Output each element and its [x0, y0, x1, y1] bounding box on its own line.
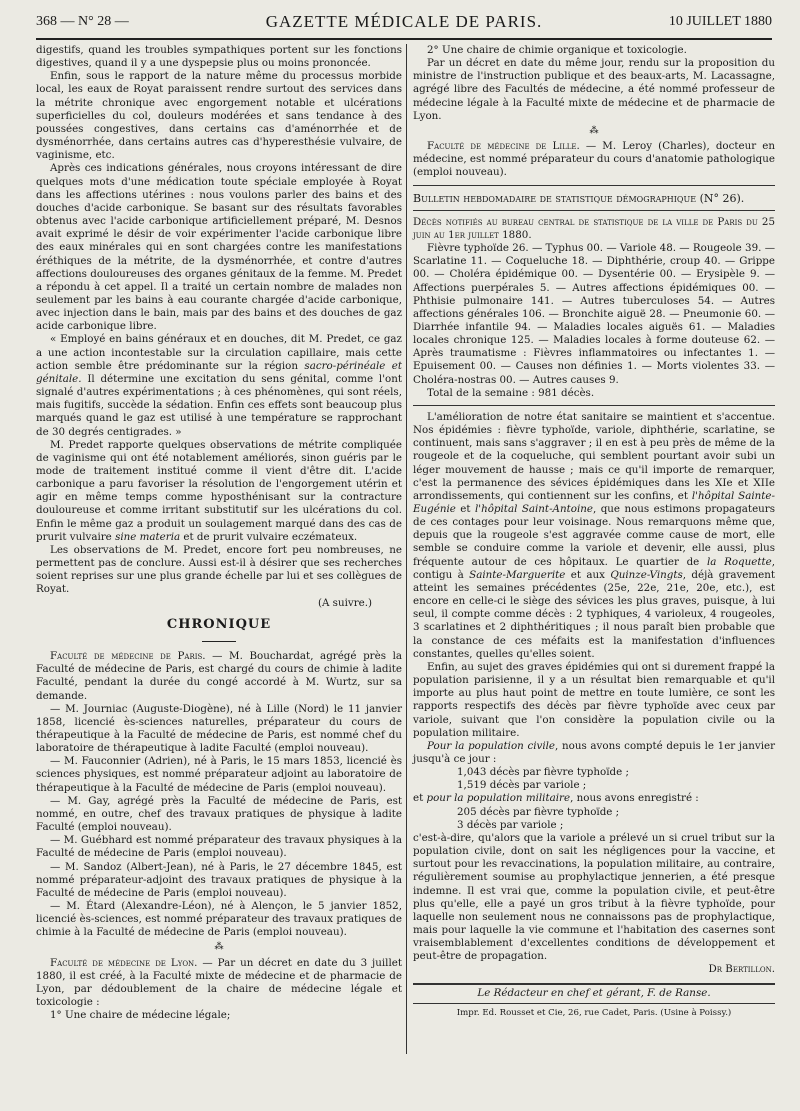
italic-text: la Roquette	[706, 555, 772, 568]
paragraph: c'est-à-dire, qu'alors que la variole a prélevé un si cruel tribut sur la population civile, dont on sait les négligences pour la vaccine, et surtout pour les revaccinations, la population militaire, au contraire, régulièrement soumise au prophylactique jennerien, a été presque indemne. Il est vrai que, comme la population civile, et peut-être plus qu'elle, elle a payé un gros tribut à la fièvre typhoïde, pour laquelle non seulement nous ne connaissons pas de prophylactique, mais pour laquelle la vie commune et l'habitation des casernes sont vraisemblablement d'excellentes conditions de développement et peut-être de propagation.	[413, 831, 775, 963]
italic-text: Quinze-Vingts	[610, 568, 683, 581]
issue-date: 10 JUILLET 1880	[668, 14, 772, 29]
printer-line: Impr. Ed. Rousset et Cie, 26, rue Cadet, Paris. (Usine à Poissy.)	[456, 1007, 732, 1018]
column-divider	[406, 44, 407, 1054]
paragraph: digestifs, quand les troubles sympathiques portent sur les fonctions digestives, quand il y a une dyspepsie plus ou moins prononcée.	[36, 44, 402, 70]
text: et de prurit vulvaire eczémateux.	[180, 530, 358, 543]
text: L'amélioration de notre état sanitaire se maintient et s'accentue. Nos épidémies : fièvre typhoïde, variole, diphthérie, scarlatine, se continuent, mais sans s'aggraver ; il en est à peu près de même de la rougeole et de la coqueluche, qui semblent pourtant avoir subi un léger mouvement de hausse ; mais ce qu'il importe de remarquer, c'est la permanence des sévices épidémiques dans les XIe et XIIe arrondissements, qui contiennent sur les confins, et	[413, 410, 775, 502]
news-item	[36, 650, 402, 703]
italic-text: sacro-périnéale et génitale.	[36, 359, 402, 385]
paragraph: Les observations de M. Predet, encore fort peu nombreuses, ne permettent pas de conclure. Aussi est-il à désirer que ses recherches soient reprises sur une plus grande échelle par lui et ses collègues de Royat.	[36, 543, 402, 596]
news-item: — M. Fauconnier (Adrien), né à Paris, le 15 mars 1853, licencié ès sciences physiques, est nommé préparateur adjoint au laboratoire de thérapeutique à la Faculté de médecine de Paris (emploi nouveau).	[36, 755, 402, 794]
list-item: 3 décès par variole ;	[457, 818, 564, 831]
paragraph: Enfin, sous le rapport de la nature même du processus morbide local, les eaux de Royat paraissent rendre surtout des services dans la métrite chronique avec engorgement notable et ulcérations superficielles du col, douleurs modérées et sans tendance à des poussées congestives, dans certains cas d'aménorrhée et de dysménorrhée, dans certains autres cas d'hyperesthésie vulvaire, de vaginisme, etc.	[36, 70, 402, 162]
title-rule	[36, 633, 402, 646]
paragraph: Après ces indications générales, nous croyons intéressant de dire quelques mots d'une médication toute spéciale employée à Royat dans les affections utérines : nous voulons parler des bains et des douches d'acide carbonique. Se basant sur des résultats favorables obtenus avec l'acide carbonique artificiellement préparé, M. Desnos avait exprimé le désir de voir expérimenter l'acide carbonique libre des eaux minérales qui en sont chargées contre les manifestations éréthiques de la métrite, de la dysménorrhée, et contre d'autres affections douloureuses des organes génitaux de la femme. M. Predet a répondu à cet appel. Il a traité un certain nombre de malades non seulement par les bains à eau courante chargée d'acide carbonique, avec injection dans le bain, mais par des bains et des douches de gaz acide carbonique libre.	[36, 162, 402, 333]
news-item: — M. Journiac (Auguste-Diogène), né à Lille (Nord) le 11 janvier 1858, licencié ès-sciences naturelles, préparateur du cours de thérapeutique à la Faculté de médecine de Paris, est nommé chef du laboratoire de thérapeutique à ladite Faculté (emploi nouveau).	[36, 702, 402, 755]
list-item: 205 décès par fièvre typhoïde ;	[457, 805, 620, 818]
quote-paragraph	[36, 333, 402, 438]
italic-text: l'hôpital Sainte-Eugénie	[413, 489, 775, 515]
author-signature: Dr Bertillon.	[708, 963, 775, 976]
weekly-total: Total de la semaine : 981 décès.	[427, 386, 595, 399]
divider	[413, 185, 775, 186]
text: , que nous estimons propagateurs de ces contages pour leur voisinage. Nous remarquons même que, depuis que la rougeole s'est aggravée comme cause de mort, elle semble se conduire comme la variole et devenir, elle aussi, plus fréquente autour de ces hôpitaux. Le quartier de	[413, 503, 775, 568]
italic-text: sine materia	[115, 530, 181, 543]
text: M. Predet rapporte quelques observations de métrite compliquée de vaginisme qui ont été notablement améliorés, sinon guéris par le mode de traitement institué comme il vient d'être dit. L'acide carbonique a paru favoriser la résolution de l'engorgement utérin et agir en même temps comme hyposthénisant sur la contracture douloureuse et comme irritant substitutif sur les ulcérations du col. Enfin le même gaz a produit un soulagement marqué dans des cas de prurit vulvaire	[36, 438, 402, 543]
news-item	[36, 957, 402, 1010]
text: Il détermine une excitation du sens génital, comme l'ont signalé d'autres expérimentations ; à ces phénomènes, qui sont réels, mais fugitifs, succède la sédation. Enfin ces effets sont beaucoup plus marqués quand le gaz est utilisé à une température se rapprochant de 30 degrés centigrades. »	[36, 372, 402, 438]
news-item: — M. Guébhard est nommé préparateur des travaux physiques à la Faculté de médecine de Paris (emploi nouveau).	[36, 834, 402, 860]
bulletin-heading: Bulletin hebdomadaire de statistique démographique (N° 26).	[413, 191, 745, 205]
faculty-heading: Faculté de médecine de Paris.	[50, 650, 206, 663]
deaths-heading: Décès notifiés au bureau central de statistique de la ville de Paris du 25 juin au 1er juillet 1880.	[413, 215, 775, 241]
ornament-stars: ⁂	[589, 125, 599, 136]
text: , déjà gravement atteint les semaines précédentes (25e, 22e, 21e, 20e, etc.), est encore en celle-ci le siège des sévices les plus graves, puisque, à lui seul, il compte comme décès : 2 typhiques, 4 varioleux, 4 rougeoles, 3 scarlatines et 2 diphthéritiques ; il nous paraît bien probable que la constance de ces méfaits est la manifestation d'influences constantes, quelles qu'elles soient.	[413, 568, 776, 660]
divider	[413, 210, 775, 211]
ornament-stars: ⁂	[214, 942, 224, 953]
text: — Par un décret en date du 3 juillet 1880, il est créé, à la Faculté mixte de médecine et de pharmacie de Lyon, par dédoublement de la chaire de médecine légale et toxicologie :	[36, 956, 402, 1009]
faculty-heading: Faculté de médecine de Lille.	[427, 140, 580, 153]
faculty-heading: Faculté de médecine de Lyon.	[50, 956, 198, 969]
paragraph: Enfin, au sujet des graves épidémies qui ont si durement frappé la population parisienne, il y a un résultat bien remarquable et qu'il importe au plus haut point de mettre en toute lumière, ce sont les rapports respectifs des décès par fièvre typhoïde avec ceux par variole, suivant que l'on considère la population civile ou la population militaire.	[413, 660, 775, 739]
text: et aux	[565, 568, 611, 581]
header-rule	[36, 38, 772, 40]
text: , nous avons enregistré :	[570, 792, 699, 805]
text: « Employé en bains généraux et en douches, dit M. Predet, ce gaz a une action incontestable sur la circulation capillaire, mais cette action semble être prédominante sur la région	[36, 333, 402, 372]
news-item: — M. Sandoz (Albert-Jean), né à Paris, le 27 décembre 1845, est nommé préparateur-adjoint des travaux pratiques de physique à la Faculté de médecine de Paris (emploi nouveau).	[36, 860, 402, 899]
news-item: 2° Une chaire de chimie organique et toxicologie.	[427, 44, 687, 56]
text: et	[413, 792, 427, 805]
italic-text: Pour la population civile	[427, 739, 556, 752]
text: et	[455, 503, 475, 515]
paragraph	[413, 792, 775, 805]
news-item: 1° Une chaire de médecine légale;	[50, 1009, 231, 1022]
italic-text: pour la population militaire	[426, 792, 571, 805]
left-column	[36, 44, 402, 1022]
journal-title: GAZETTE MÉDICALE DE PARIS.	[265, 12, 543, 31]
news-item: — M. Gay, agrégé près la Faculté de médecine de Paris, est nommé, en outre, chef des travaux pratiques de physique à ladite Faculté (emploi nouveau).	[36, 794, 402, 834]
text: , nous avons compté depuis le 1er janvier jusqu'à ce jour :	[413, 739, 776, 765]
italic-text: l'hôpital Saint-Antoine	[474, 503, 593, 515]
list-item: 1,043 décès par fièvre typhoïde ;	[457, 766, 629, 779]
paragraph	[413, 740, 775, 766]
news-item: — M. Étard (Alexandre-Léon), né à Alençon, le 5 janvier 1852, licencié ès-sciences, est nommé préparateur des travaux pratiques de chimie à la Faculté de médecine de Paris (emploi nouveau).	[36, 900, 402, 939]
list-item: 1,519 décès par variole ;	[457, 779, 587, 792]
divider	[413, 405, 775, 406]
news-item	[413, 140, 775, 179]
mortality-statistics: Fièvre typhoïde 26. — Typhus 00. — Variole 48. — Rougeole 39. — Scarlatine 11. — Coqueluche 18. — Diphthérie, croup 40. — Grippe 00. — Choléra épidémique 00. — Dysentérie 00. — Erysipèle 9. — Affections puerpérales 5. — Autres affections épidémiques 00. — Phthisie pulmonaire 141. — Autres tuberculoses 54. — Autres affections générales 106. — Bronchite aiguë 28. — Pneumonie 60. — Diarrhée infantile 94. — Maladies locales aiguës 61. — Maladies locales chronique 125. — Maladies locales à forme douteuse 62. — Après traumatisme : Fièvres inflammatoires ou infectantes 1. — Epuisement 00. — Causes non définies 1. — Morts violentes 33. — Choléra-nostras 00. — Autres causes 9.	[413, 242, 775, 386]
to-be-continued: (A suivre.)	[317, 596, 372, 609]
section-title: CHRONIQUE	[166, 616, 272, 632]
divider	[413, 1003, 775, 1004]
page-header	[36, 14, 772, 36]
right-column	[413, 44, 775, 1020]
italic-text: Sainte-Marguerite	[469, 568, 566, 581]
text: — M. Leroy (Charles), docteur en médecine, est nommé préparateur du cours d'anatomie pathologique (emploi nouveau).	[413, 140, 775, 179]
editor-line: Le Rédacteur en chef et gérant, F. de Ranse.	[477, 986, 711, 999]
text: , contigu à	[413, 555, 775, 581]
page-number: 368 — N° 28 —	[36, 14, 129, 29]
divider	[413, 983, 775, 985]
text: — M. Bouchardat, agrégé près la Faculté de médecine de Paris, est chargé du cours de chimie à ladite Faculté, pendant la durée du congé accordé à M. Wurtz, sur sa demande.	[36, 650, 402, 702]
paragraph	[413, 411, 775, 661]
paragraph	[36, 439, 402, 544]
news-item: Par un décret en date du même jour, rendu sur la proposition du ministre de l'instruction publique et des beaux-arts, M. Lacassagne, agrégé libre des Facultés de médecine, a été nommé professeur de médecine légale à la Faculté mixte de médecine et de pharmacie de Lyon.	[413, 57, 775, 122]
